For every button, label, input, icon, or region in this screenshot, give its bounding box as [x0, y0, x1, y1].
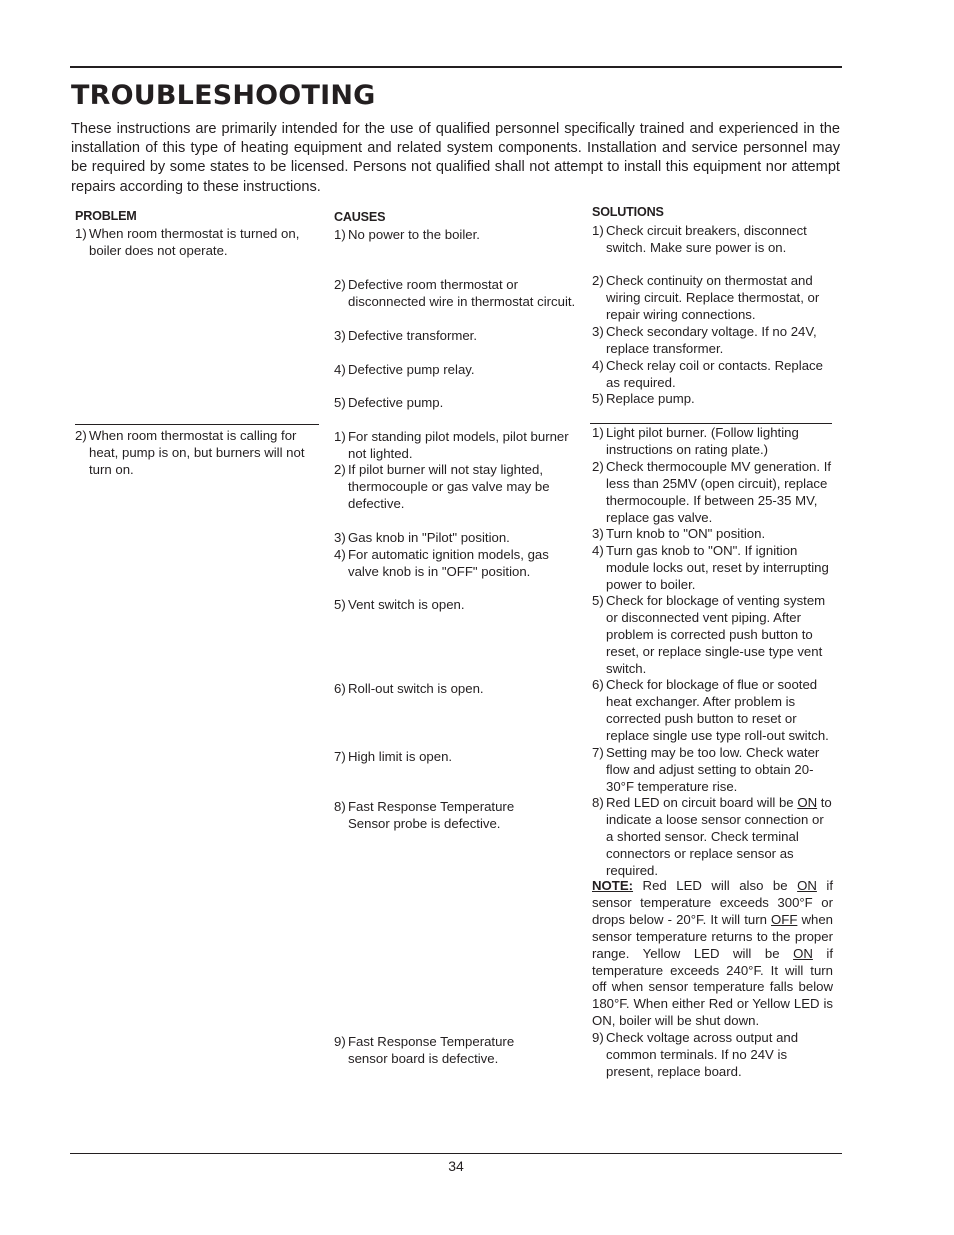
intro-paragraph: These instructions are primarily intended for the use of qualified personnel specifically trained and experienced in the installation of this type of heating equipment and related system components. Installation and service personnel may be required by some states to be licensed. Persons not qualified shall not attempt to install this equipment nor attempt repairs according to these instructions.: [71, 121, 840, 195]
problem-header: PROBLEM: [75, 209, 137, 223]
solution-item: 1) Check circuit breakers, disconnect switch. Make sure power is on.: [592, 223, 807, 255]
cause-item: 8) Fast Response Temperature Sensor probe is defective.: [334, 799, 515, 831]
cause-item: 1) No power to the boiler.: [334, 227, 480, 242]
cause-item: 3) Gas knob in "Pilot" position.: [334, 530, 510, 545]
section-divider: [75, 424, 319, 425]
problem-item: 2) When room thermostat is calling for heat, pump is on, but burners will not turn on.: [75, 428, 305, 477]
note-paragraph: NOTE: Red LED will also be ON if sensor temperature exceeds 300°F or drops below - 20°F. It will turn OFF when sensor temperature returns to the proper range. Yellow LED will be ON if temperature exceeds 240°F. It will turn off when sensor temperature falls below 180°F. When either Red or Yellow LED is ON, boiler will be shut down.: [592, 878, 833, 1029]
solution-item: 1) Light pilot burner. (Follow lighting instructions on rating plate.): [592, 425, 799, 457]
cause-item: 5) Vent switch is open.: [334, 597, 465, 612]
cause-item: 1) For standing pilot models, pilot burner not lighted.: [334, 429, 569, 461]
section-divider: [590, 423, 832, 424]
top-rule: [70, 66, 842, 68]
cause-item: 4) For automatic ignition models, gas valve knob is in "OFF" position.: [334, 547, 549, 579]
solution-item: 2) Check continuity on thermostat and wiring circuit. Replace thermostat, or repair wiring connections.: [592, 273, 820, 322]
cause-item: 3) Defective transformer.: [334, 328, 477, 343]
solution-item: 2) Check thermocouple MV generation. If less than 25MV (open circuit), replace thermocouple. If between 25-35 MV, replace gas valve.: [592, 459, 832, 525]
solution-item: 5) Check for blockage of venting system or disconnected vent piping. After problem is corrected push button to reset, or replace single-use type vent switch.: [592, 593, 826, 676]
solutions-header: SOLUTIONS: [592, 205, 664, 219]
cause-item: 2) Defective room thermostat or disconnected wire in thermostat circuit.: [334, 277, 576, 309]
causes-header: CAUSES: [334, 210, 386, 224]
solution-item: 3) Turn knob to "ON" position.: [592, 526, 766, 541]
solution-item: 3) Check secondary voltage. If no 24V, replace transformer.: [592, 324, 817, 356]
solution-item: 4) Turn gas knob to "ON". If ignition module locks out, reset by interrupting power to boiler.: [592, 543, 829, 592]
solution-item: 4) Check relay coil or contacts. Replace as required.: [592, 358, 823, 390]
solution-item: 7) Setting may be too low. Check water flow and adjust setting to obtain 20-30°F temperature rise.: [592, 745, 820, 794]
cause-item: 4) Defective pump relay.: [334, 362, 475, 377]
cause-item: 5) Defective pump.: [334, 395, 444, 410]
page-title: TROUBLESHOOTING: [71, 80, 376, 111]
solution-item: 5) Replace pump.: [592, 391, 695, 406]
cause-item: 2) If pilot burner will not stay lighted, thermocouple or gas valve may be defective.: [334, 462, 550, 511]
cause-item: 9) Fast Response Temperature sensor board is defective.: [334, 1034, 515, 1066]
page-number: 34: [448, 1158, 464, 1174]
solution-item: 6) Check for blockage of flue or sooted heat exchanger. After problem is corrected push button to reset or replace single use type roll-out switch.: [592, 677, 829, 743]
problem-item: 1) When room thermostat is turned on, boiler does not operate.: [75, 226, 300, 258]
bottom-rule: [70, 1153, 842, 1154]
cause-item: 7) High limit is open.: [334, 749, 453, 764]
cause-item: 6) Roll-out switch is open.: [334, 681, 484, 696]
solution-item: 8) Red LED on circuit board will be ON to indicate a loose sensor connection or a shorted sensor. Check terminal connectors or replace sensor as required.: [592, 795, 832, 878]
solution-item: 9) Check voltage across output and common terminals. If no 24V is present, replace board.: [592, 1030, 799, 1079]
note-label: NOTE:: [592, 878, 634, 893]
led-on-label: ON: [797, 795, 818, 810]
